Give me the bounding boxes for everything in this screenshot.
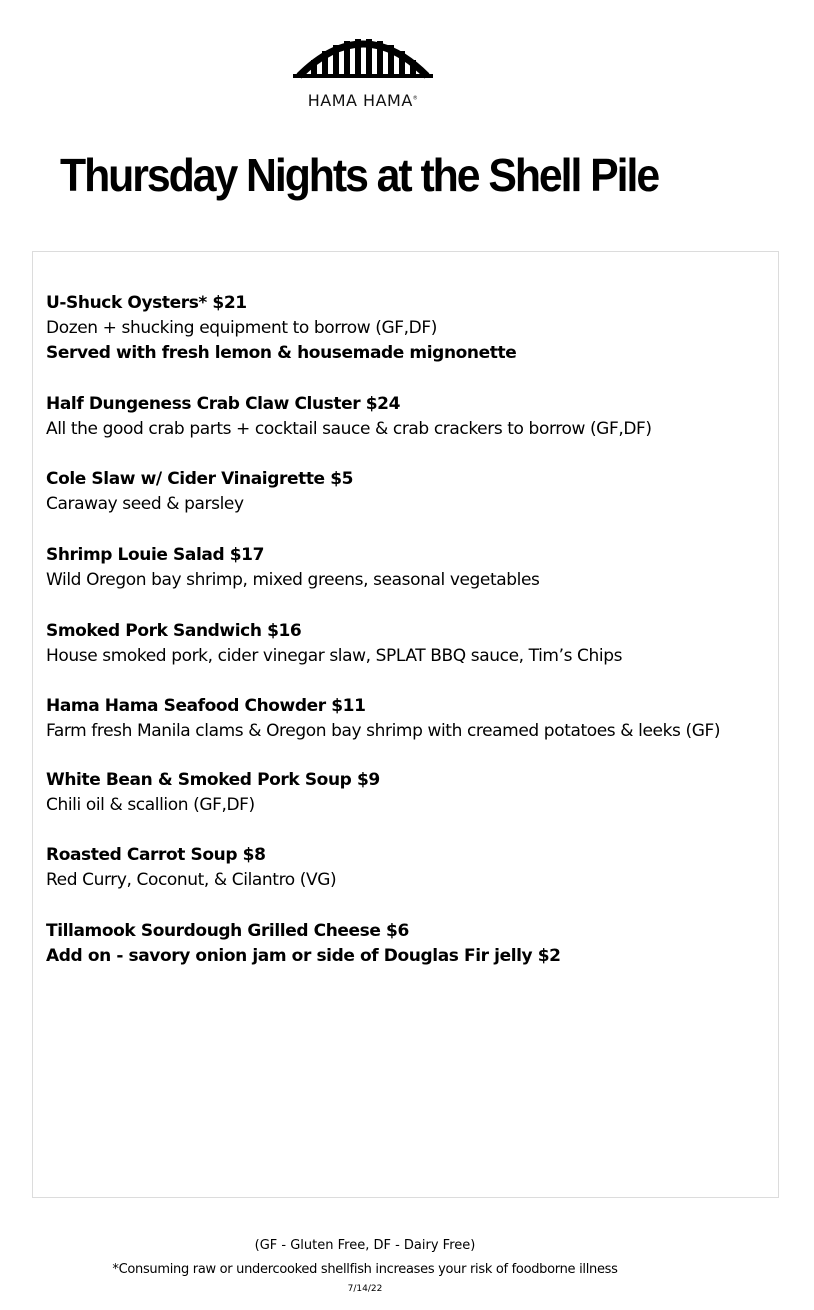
menu-item-name: Smoked Pork Sandwich $16	[46, 621, 302, 641]
menu-date: 7/14/22	[347, 1284, 383, 1294]
bridge-arch-icon	[291, 30, 435, 82]
menu-item-description: Served with fresh lemon & housemade mignonette	[46, 343, 517, 363]
menu-item-description: House smoked pork, cider vinegar slaw, SPLAT BBQ sauce, Tim’s Chips	[46, 646, 623, 666]
menu-item	[46, 843, 786, 893]
menu-item-name: U-Shuck Oysters* $21	[46, 293, 247, 313]
menu-item-name: Cole Slaw w/ Cider Vinaigrette $5	[46, 469, 354, 489]
menu-item-description: Chili oil & scallion (GF,DF)	[46, 795, 255, 815]
menu-item	[46, 291, 786, 366]
menu-item-description: Caraway seed & parsley	[46, 494, 244, 514]
menu-item-name: Half Dungeness Crab Claw Cluster $24	[46, 394, 401, 414]
menu-item-description: Dozen + shucking equipment to borrow (GF,DF)	[46, 318, 437, 338]
menu-item	[46, 392, 786, 442]
menu-item-description: Add on - savory onion jam or side of Douglas Fir jelly $2	[46, 946, 561, 966]
menu-item	[46, 467, 786, 517]
menu-item-name: Hama Hama Seafood Chowder $11	[46, 696, 366, 716]
trademark-symbol: ®	[412, 95, 419, 102]
menu-item-name: Shrimp Louie Salad $17	[46, 545, 265, 565]
brand-name	[270, 91, 456, 110]
menu-item-description: Wild Oregon bay shrimp, mixed greens, seasonal vegetables	[46, 570, 540, 590]
menu-item-description: All the good crab parts + cocktail sauce & crab crackers to borrow (GF,DF)	[46, 419, 652, 439]
menu-item	[46, 694, 786, 744]
menu-item-name: Roasted Carrot Soup $8	[46, 845, 266, 865]
page-title: Thursday Nights at the Shell Pile	[60, 149, 659, 201]
menu-item	[46, 543, 786, 593]
brand-name-text: HAMA HAMA	[307, 91, 413, 110]
menu-item-description: Farm fresh Manila clams & Oregon bay shrimp with creamed potatoes & leeks (GF)	[46, 721, 721, 741]
shellfish-warning: *Consuming raw or undercooked shellfish increases your risk of foodborne illness	[112, 1262, 618, 1277]
menu-item	[46, 619, 786, 669]
menu-item-description: Red Curry, Coconut, & Cilantro (VG)	[46, 870, 337, 890]
diet-legend: (GF - Gluten Free, DF - Dairy Free)	[254, 1238, 476, 1253]
menu-item	[46, 768, 786, 818]
menu-item-name: White Bean & Smoked Pork Soup $9	[46, 770, 380, 790]
menu-item	[46, 919, 786, 969]
menu-item-name: Tillamook Sourdough Grilled Cheese $6	[46, 921, 409, 941]
